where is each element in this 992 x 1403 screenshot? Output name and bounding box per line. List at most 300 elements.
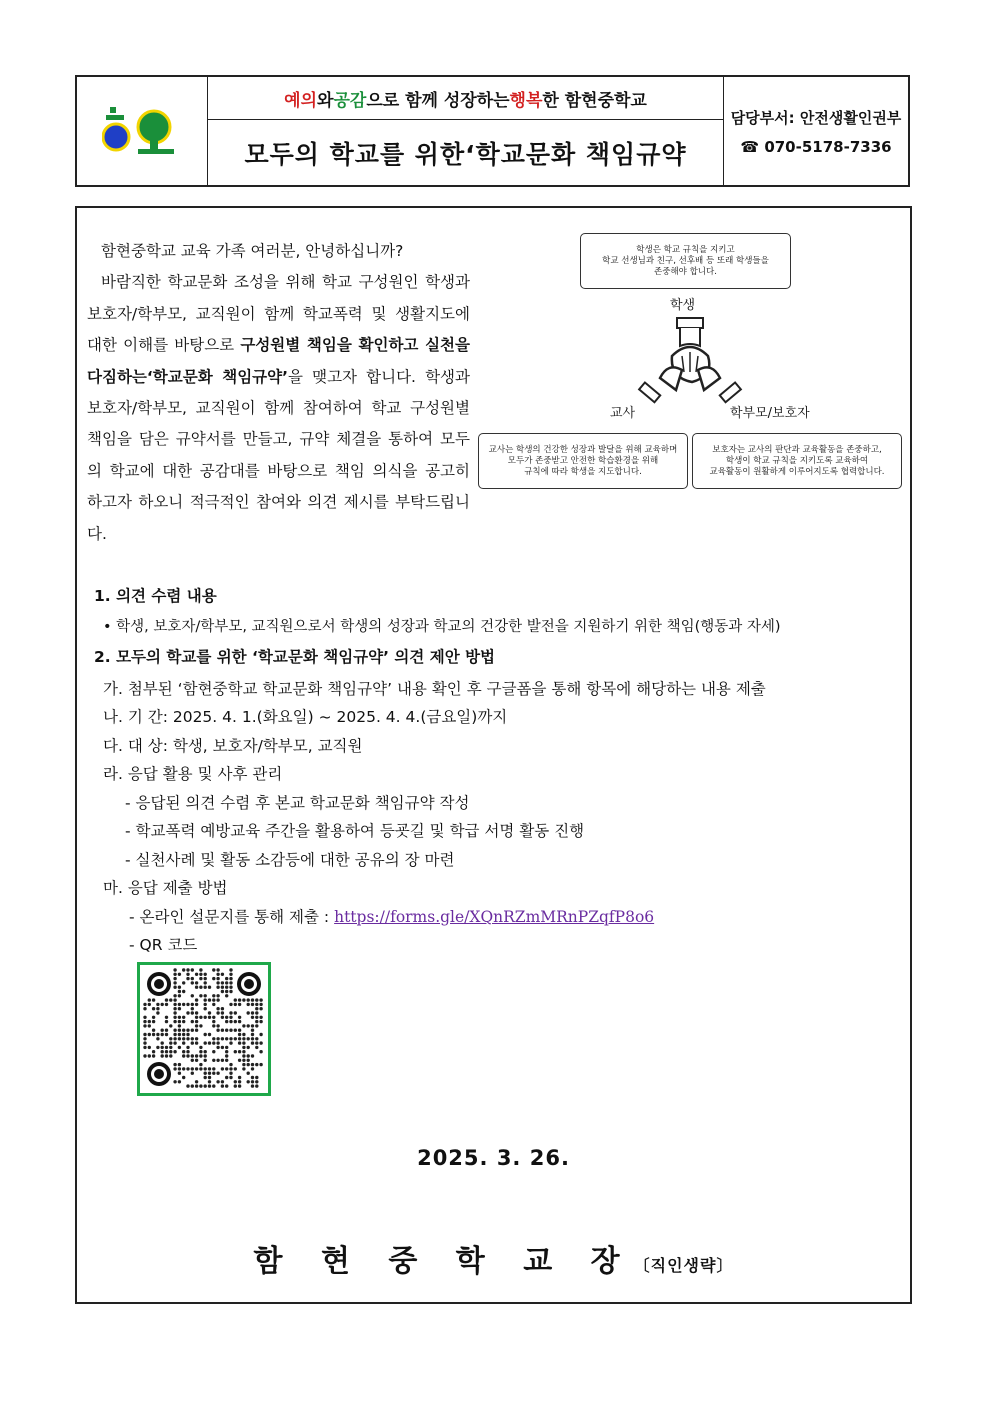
motto-empathy: 공감 [333,90,367,111]
qr-module [251,1003,254,1006]
qr-module [251,1011,254,1014]
intro-body [87,267,470,550]
hands-together-icon [630,316,750,412]
qr-module [199,1024,202,1027]
qr-module [186,1050,189,1053]
qr-module [182,1041,185,1044]
qr-module [191,981,194,984]
qr-module [255,1063,258,1066]
qr-module [204,1016,207,1019]
qr-module [225,986,228,989]
qr-module [247,1072,250,1075]
qr-module [178,1024,181,1027]
qr-module [204,1003,207,1006]
qr-module [255,1024,258,1027]
qr-module [178,1037,181,1040]
item-na-period: 나. 기 간: 2025. 4. 1.(화요일) ~ 2025. 4. 4.(금요일)까지 [103,708,508,726]
qr-module [204,1033,207,1036]
qr-module [178,986,181,989]
qr-module [216,1080,219,1083]
qr-module [221,1007,224,1010]
qr-module [242,1067,245,1070]
qr-module [173,1033,176,1036]
qr-module [178,973,181,976]
qr-module [182,968,185,971]
qr-module [148,998,151,1001]
qr-module [259,1033,262,1036]
qr-module [161,1041,164,1044]
qr-module [186,1046,189,1049]
qr-module [247,1054,250,1057]
qr-module [221,1037,224,1040]
qr-module [173,1041,176,1044]
qr-module [182,1054,185,1057]
qr-module [251,1080,254,1083]
qr-module [191,1067,194,1070]
survey-link[interactable]: https://forms.gle/XQnRZmMRnPZqfP8o6 [334,908,655,926]
qr-module [191,977,194,980]
qr-module [251,998,254,1001]
qr-module [229,973,232,976]
qr-module [186,1084,189,1087]
qr-module [234,1067,237,1070]
qr-module [251,1037,254,1040]
qr-module [204,986,207,989]
qr-module [229,1041,232,1044]
qr-module [255,1007,258,1010]
qr-module [204,977,207,980]
qr-module [143,1020,146,1023]
qr-module [225,1016,228,1019]
qr-module [204,1072,207,1075]
qr-module [182,1029,185,1032]
qr-module [208,1072,211,1075]
qr-module [161,1029,164,1032]
qr-module [195,998,198,1001]
qr-module [242,1041,245,1044]
item-ra: 라. 응답 활용 및 사후 관리 [103,765,283,783]
qr-module [216,1024,219,1027]
qr-module [182,1016,185,1019]
qr-module [225,1084,228,1087]
qr-module [165,1020,168,1023]
qr-module [169,1024,172,1027]
qr-module [229,1076,232,1079]
qr-module [234,1020,237,1023]
phone-number: ☎ 070-5178-7336 [740,137,892,156]
qr-module [212,977,215,980]
qr-module [173,1029,176,1032]
qr-module [259,1041,262,1044]
qr-module [221,1067,224,1070]
qr-module [199,994,202,997]
qr-module [161,1054,164,1057]
qr-module [199,968,202,971]
qr-module [195,1054,198,1057]
qr-module [238,1033,241,1036]
qr-module [191,1011,194,1014]
qr-module [173,998,176,1001]
qr-module [186,1029,189,1032]
qr-module [216,986,219,989]
qr-module [186,977,189,980]
qr-module [169,1046,172,1049]
qr-module [195,1037,198,1040]
qr-module [173,1020,176,1023]
qr-module [182,1020,185,1023]
qr-module [195,1024,198,1027]
item-ma: 마. 응답 제출 방법 [103,879,228,897]
qr-module [169,1041,172,1044]
qr-module [221,1046,224,1049]
qr-module [173,1007,176,1010]
principal-signature [77,1236,910,1280]
qr-module [221,1059,224,1062]
qr-module [216,968,219,971]
qr-module [216,1037,219,1040]
qr-module [191,1020,194,1023]
qr-module [208,1016,211,1019]
qr-module [173,994,176,997]
qr-module [234,1084,237,1087]
qr-module [221,1080,224,1083]
qr-module [152,1033,155,1036]
qr-module [191,968,194,971]
qr-module [208,1011,211,1014]
qr-module [204,1067,207,1070]
intro-paragraph [87,236,470,550]
qr-module [238,1029,241,1032]
section1-bullet: • 학생, 보호자/학부모, 교직원으로서 학생의 성장과 학교의 건강한 발전을 지원하기 위한 책임(행동과 자세) [103,619,781,635]
qr-module [251,1016,254,1019]
qr-module [208,1080,211,1083]
parent-responsibility-box: 보호자는 교사의 판단과 교육활동을 존중하고, 학생이 학교 규칙을 지키도록 교육하여 교육활동이 원활하게 이루어지도록 협력합니다. [692,433,902,489]
qr-module [221,981,224,984]
qr-module [208,1076,211,1079]
qr-module [259,998,262,1001]
qr-module [247,1037,250,1040]
qr-module [173,1067,176,1070]
qr-module [259,1050,262,1053]
qr-module [255,1046,258,1049]
qr-module [225,1067,228,1070]
qr-module [212,998,215,1001]
motto-text-1: 와 [317,90,334,111]
qr-module [182,1050,185,1053]
qr-module [199,1063,202,1066]
qr-module [234,1037,237,1040]
qr-module [216,1011,219,1014]
qr-module [229,990,232,993]
qr-module [191,1029,194,1032]
intro-text-2: 을 맺고자 합니다. 학생과 보호자/학부모, 교직원이 함께 참여하여 학교 구성원별 책임을 담은 규약서를 만들고, 규약 체결을 통하여 모두의 학교에 대한 공감대를 바탕으로 책임 의식을 공고히 하고자 하오니 적극적인 참여와 의견 제시를 부탁드립니다. [87,367,470,543]
qr-module [186,1067,189,1070]
qr-module [247,1080,250,1083]
qr-module [255,998,258,1001]
qr-module [204,994,207,997]
qr-module [178,990,181,993]
qr-module [238,1084,241,1087]
qr-module [156,1003,159,1006]
qr-module [178,1007,181,1010]
qr-module [173,1037,176,1040]
qr-module [178,1046,181,1049]
qr-module [225,1054,228,1057]
qr-module [199,1050,202,1053]
qr-module [182,981,185,984]
qr-module [242,1050,245,1053]
qr-module [247,998,250,1001]
ra-subitem-1: - 응답된 의견 수렴 후 본교 학교문화 책임규약 작성 [125,794,470,812]
qr-module [238,1041,241,1044]
qr-module [199,1067,202,1070]
qr-module [148,1033,151,1036]
qr-module [212,1024,215,1027]
qr-module [247,1063,250,1066]
qr-module [182,1067,185,1070]
qr-module [204,1050,207,1053]
qr-module [204,1084,207,1087]
qr-module [229,1020,232,1023]
logo-cell [77,77,208,185]
qr-code-icon[interactable] [137,962,271,1096]
qr-module [199,986,202,989]
qr-module [182,990,185,993]
qr-module [148,1024,151,1027]
qr-module [169,998,172,1001]
qr-module [165,998,168,1001]
qr-module [247,1003,250,1006]
qr-module [191,994,194,997]
qr-module [165,1054,168,1057]
qr-module [186,1011,189,1014]
qr-module [221,986,224,989]
qr-module [195,1041,198,1044]
qr-module [173,973,176,976]
qr-module [156,1037,159,1040]
qr-module [169,1050,172,1053]
qr-module [152,1050,155,1053]
qr-module [234,1080,237,1083]
qr-module [186,1033,189,1036]
qr-module [234,998,237,1001]
qr-module [156,1007,159,1010]
qr-module [195,1020,198,1023]
qr-module [242,1046,245,1049]
qr-module [238,1037,241,1040]
qr-module [173,986,176,989]
qr-module [225,1059,228,1062]
qr-module [238,1016,241,1019]
qr-module [216,977,219,980]
qr-module [229,977,232,980]
qr-module [255,1041,258,1044]
motto-happiness: 행복 [509,90,543,111]
qr-module [229,1003,232,1006]
qr-module [221,1011,224,1014]
qr-module [212,1041,215,1044]
qr-module [238,1003,241,1006]
qr-module [212,1016,215,1019]
qr-module [208,1067,211,1070]
qr-module [191,1037,194,1040]
qr-module [182,1033,185,1036]
qr-module [259,1016,262,1019]
qr-module [178,1020,181,1023]
qr-module [225,994,228,997]
qr-module [225,977,228,980]
school-motto [208,77,723,120]
qr-module [225,1037,228,1040]
qr-module [229,1011,232,1014]
qr-module [234,1003,237,1006]
qr-module [148,1046,151,1049]
qr-module [178,1029,181,1032]
qr-module [143,1016,146,1019]
qr-module [173,1003,176,1006]
qr-module [225,1020,228,1023]
qr-module [199,1046,202,1049]
qr-module [229,1029,232,1032]
qr-module [225,1050,228,1053]
qr-module [186,1054,189,1057]
qr-module [195,1029,198,1032]
qr-module [204,1076,207,1079]
qr-module [152,1029,155,1032]
qr-module [212,1020,215,1023]
qr-module [255,1020,258,1023]
online-label: - 온라인 설문지를 통해 제출 : [129,908,335,926]
qr-module [208,998,211,1001]
qr-module [221,990,224,993]
qr-module [259,1003,262,1006]
qr-module [204,998,207,1001]
qr-module [178,1033,181,1036]
qr-module [173,1011,176,1014]
qr-module [191,1003,194,1006]
qr-module [255,1016,258,1019]
qr-module [191,1054,194,1057]
qr-module [238,1076,241,1079]
qr-module [229,986,232,989]
motto-text-3: 한 함현중학교 [542,90,647,111]
qr-module [191,1072,194,1075]
qr-module [242,1054,245,1057]
intro-emphasis: 구성원별 책임을 확인하고 실천을 다짐하는‘학교문화 책임규약’ [87,336,470,386]
qr-module [221,1084,224,1087]
qr-module [204,1041,207,1044]
qr-module [152,1007,155,1010]
qr-module [229,1072,232,1075]
qr-module [251,1029,254,1032]
qr-module [234,1029,237,1032]
qr-module [212,1037,215,1040]
qr-module [238,1059,241,1062]
qr-module [204,1054,207,1057]
qr-module [251,1041,254,1044]
qr-module [186,1037,189,1040]
qr-module [182,1037,185,1040]
qr-module [225,990,228,993]
qr-module [195,1016,198,1019]
qr-module [216,1059,219,1062]
qr-module [229,968,232,971]
qr-module [143,1007,146,1010]
qr-module [234,1011,237,1014]
qr-module [238,1020,241,1023]
qr-module [247,1046,250,1049]
qr-module [143,1046,146,1049]
qr-module [152,1016,155,1019]
qr-module [225,981,228,984]
qr-module [165,1003,168,1006]
title-cell [208,77,724,185]
qr-module [178,994,181,997]
qr-module [204,1007,207,1010]
qr-module [255,1003,258,1006]
qr-module [178,1003,181,1006]
qr-module [212,1084,215,1087]
qr-module [208,1084,211,1087]
qr-module [259,1063,262,1066]
qr-module [242,1037,245,1040]
qr-module [165,1016,168,1019]
qr-module [216,1072,219,1075]
qr-module [255,1011,258,1014]
qr-module [148,1020,151,1023]
qr-module [199,1084,202,1087]
motto-courtesy: 예의 [284,90,318,111]
teacher-label: 교사 [610,406,636,421]
qr-module [221,1016,224,1019]
qr-module [152,998,155,1001]
qr-module [195,1059,198,1062]
qr-module [178,1080,181,1083]
qr-module [212,1003,215,1006]
qr-module [165,1029,168,1032]
ra-subitem-2: - 학교폭력 예방교육 주간을 활용하여 등굣길 및 학급 서명 활동 진행 [125,822,585,840]
qr-module [238,1050,241,1053]
qr-module [178,1067,181,1070]
qr-module [191,1007,194,1010]
qr-module [229,1067,232,1070]
qr-module [152,1054,155,1057]
qr-module [212,1059,215,1062]
qr-module [173,1063,176,1066]
item-ga: 가. 첨부된 ‘함현중학교 학교문화 책임규약’ 내용 확인 후 구글폼을 통해 항목에 해당하는 내용 제출 [103,680,766,698]
qr-module [143,1037,146,1040]
qr-module [229,1063,232,1066]
qr-module [212,1072,215,1075]
qr-module [195,1084,198,1087]
qr-module [251,1076,254,1079]
qr-module [242,1033,245,1036]
qr-module [247,1024,250,1027]
document-title: 모두의 학교를 위한‘학교문화 책임규약 [244,139,687,169]
qr-module [216,1046,219,1049]
item-da-target: 다. 대 상: 학생, 보호자/학부모, 교직원 [103,737,363,755]
qr-module [161,1003,164,1006]
qr-module [199,1016,202,1019]
qr-module [251,1067,254,1070]
qr-module [221,973,224,976]
qr-module [208,1033,211,1036]
qr-module [161,1046,164,1049]
qr-module [242,998,245,1001]
qr-module [156,1033,159,1036]
motto-text-2: 으로 함께 성장하는 [366,90,510,111]
qr-module [212,994,215,997]
